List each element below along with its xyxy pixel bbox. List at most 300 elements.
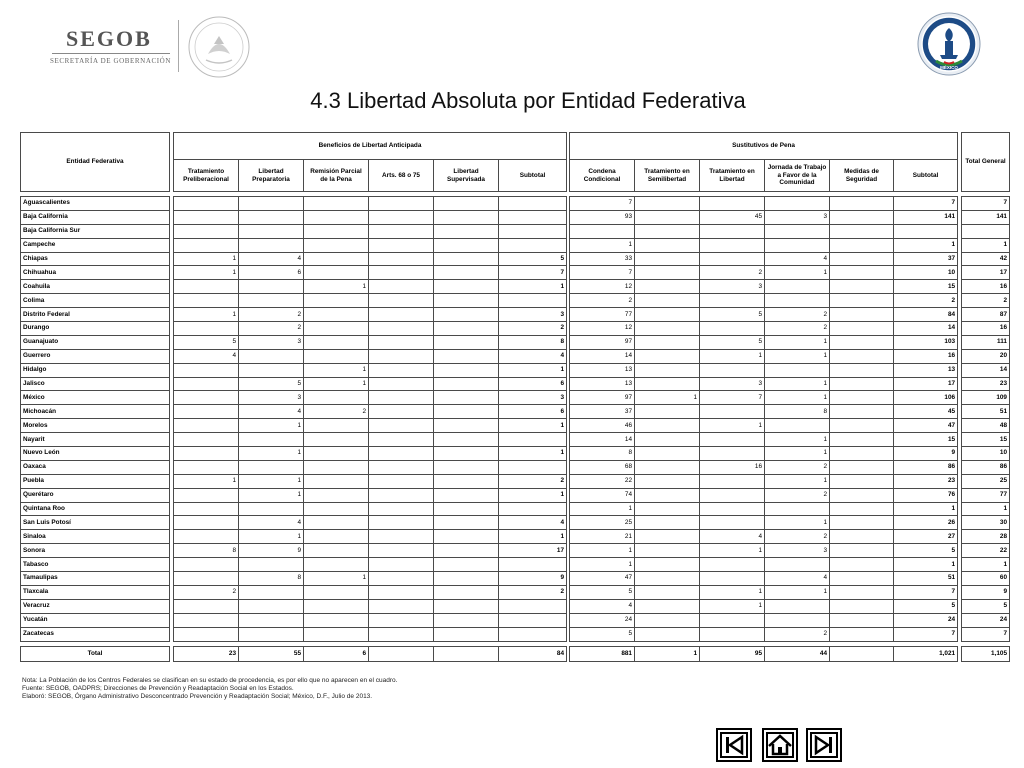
subst-cell — [765, 280, 830, 294]
benef-column-header: Libertad Preparatoria — [239, 160, 304, 192]
subst-cell — [700, 558, 765, 572]
table-row — [21, 474, 170, 488]
subst-cell — [765, 197, 830, 211]
entidad-header: Entidad Federativa — [21, 133, 170, 192]
table-row — [174, 627, 567, 641]
benef-cell — [434, 558, 499, 572]
entidad-name: Veracruz — [21, 599, 170, 613]
benef-cell — [434, 646, 499, 661]
total-general-cell: 7 — [962, 197, 1010, 211]
table-row — [570, 502, 958, 516]
benef-cell — [369, 572, 434, 586]
total-general-cell: 1,105 — [962, 646, 1010, 661]
benef-cell — [304, 335, 369, 349]
table-row — [570, 646, 958, 661]
table-row — [174, 224, 567, 238]
subst-subtotal-cell: 141 — [894, 210, 958, 224]
table-row — [570, 224, 958, 238]
subst-cell: 1 — [765, 447, 830, 461]
subst-cell: 1 — [635, 391, 700, 405]
benef-cell: 4 — [239, 405, 304, 419]
benef-cell — [434, 224, 499, 238]
benef-cell — [369, 544, 434, 558]
subst-cell — [635, 224, 700, 238]
benef-cell — [369, 405, 434, 419]
table-row — [21, 627, 170, 641]
subst-cell: 47 — [570, 572, 635, 586]
total-general-cell: 51 — [962, 405, 1010, 419]
benef-subtotal-cell: 6 — [499, 377, 567, 391]
subst-cell — [635, 197, 700, 211]
total-general-cell: 1 — [962, 238, 1010, 252]
subst-cell — [635, 433, 700, 447]
subst-cell — [635, 377, 700, 391]
benef-cell — [369, 599, 434, 613]
subst-subtotal-cell: 1 — [894, 502, 958, 516]
subst-cell: 13 — [570, 363, 635, 377]
table-row — [570, 252, 958, 266]
subst-subtotal-cell: 14 — [894, 322, 958, 336]
total-general-cell: 16 — [962, 280, 1010, 294]
subst-cell — [830, 363, 894, 377]
next-slide-button[interactable] — [806, 728, 842, 762]
entidad-name: Quintana Roo — [21, 502, 170, 516]
institution-badge-icon — [916, 11, 982, 77]
benef-cell — [304, 488, 369, 502]
table-row — [21, 585, 170, 599]
table-row — [570, 210, 958, 224]
subst-cell: 8 — [765, 405, 830, 419]
total-general-cell: 15 — [962, 433, 1010, 447]
subst-cell: 7 — [570, 266, 635, 280]
subst-cell: 1 — [765, 585, 830, 599]
subst-subtotal-cell: 7 — [894, 585, 958, 599]
table-row — [570, 322, 958, 336]
total-general-cell — [962, 224, 1010, 238]
benef-cell — [239, 627, 304, 641]
home-icon — [764, 730, 796, 760]
subst-cell — [635, 308, 700, 322]
table-row — [962, 266, 1010, 280]
subst-cell: 1 — [765, 474, 830, 488]
subst-cell — [700, 502, 765, 516]
subst-cell: 95 — [700, 646, 765, 661]
subst-cell — [635, 363, 700, 377]
benef-cell: 4 — [239, 252, 304, 266]
subst-cell: 1 — [700, 349, 765, 363]
benef-subtotal-cell — [499, 599, 567, 613]
benef-cell — [304, 544, 369, 558]
subst-cell — [635, 544, 700, 558]
benef-cell — [304, 613, 369, 627]
table-row — [174, 572, 567, 586]
subst-cell — [830, 530, 894, 544]
subst-subtotal-cell: 76 — [894, 488, 958, 502]
benef-subtotal-cell: 1 — [499, 447, 567, 461]
entidad-name: Baja California — [21, 210, 170, 224]
benef-cell: 1 — [174, 252, 239, 266]
table-row — [570, 294, 958, 308]
benef-cell — [304, 419, 369, 433]
table-row — [174, 516, 567, 530]
table-row — [174, 585, 567, 599]
table-row — [174, 447, 567, 461]
benef-cell — [304, 460, 369, 474]
benef-subtotal-cell: 2 — [499, 585, 567, 599]
benef-subtotal-cell: 1 — [499, 488, 567, 502]
benef-cell — [434, 488, 499, 502]
table-row — [570, 377, 958, 391]
benef-table — [173, 132, 567, 662]
subst-cell: 2 — [765, 530, 830, 544]
entidad-name: Sinaloa — [21, 530, 170, 544]
subst-cell — [570, 224, 635, 238]
benef-cell — [434, 530, 499, 544]
benef-cell — [369, 349, 434, 363]
subst-cell: 3 — [765, 210, 830, 224]
benef-cell: 1 — [239, 447, 304, 461]
benef-cell: 1 — [174, 266, 239, 280]
subst-cell — [830, 252, 894, 266]
table-row — [962, 433, 1010, 447]
benef-cell — [174, 224, 239, 238]
subst-cell: 24 — [570, 613, 635, 627]
entidad-name: San Luis Potosí — [21, 516, 170, 530]
benef-subtotal-cell — [499, 224, 567, 238]
benef-subtotal-cell — [499, 433, 567, 447]
benef-cell — [434, 322, 499, 336]
subst-column-header: Jornada de Trabajo a Favor de la Comunidad — [765, 160, 830, 192]
subst-table — [569, 132, 958, 662]
subst-cell — [830, 210, 894, 224]
table-row — [21, 447, 170, 461]
subst-cell — [635, 474, 700, 488]
subst-cell — [635, 627, 700, 641]
subst-cell — [830, 544, 894, 558]
table-row — [962, 558, 1010, 572]
subst-column-header: Tratamiento en Semilibertad — [635, 160, 700, 192]
subst-cell: 8 — [570, 447, 635, 461]
subst-cell — [830, 646, 894, 661]
benef-cell — [174, 280, 239, 294]
previous-slide-button[interactable] — [716, 728, 752, 762]
benef-cell — [239, 460, 304, 474]
benef-column-header: Remisión Parcial de la Pena — [304, 160, 369, 192]
benef-cell: 1 — [174, 308, 239, 322]
logo-divider — [178, 20, 179, 72]
table-row — [21, 238, 170, 252]
home-button[interactable] — [762, 728, 798, 762]
subst-cell — [700, 252, 765, 266]
table-row — [962, 516, 1010, 530]
benef-cell — [239, 197, 304, 211]
skip-forward-icon — [808, 730, 840, 760]
subst-cell: 1 — [765, 377, 830, 391]
subst-subtotal-cell: 17 — [894, 377, 958, 391]
benef-cell — [369, 627, 434, 641]
benef-cell — [369, 391, 434, 405]
benef-cell — [304, 585, 369, 599]
subst-cell — [700, 488, 765, 502]
benef-cell — [304, 252, 369, 266]
table-row — [174, 197, 567, 211]
total-general-cell: 10 — [962, 447, 1010, 461]
subst-cell: 5 — [570, 585, 635, 599]
entidad-column — [20, 132, 170, 662]
benef-subtotal-cell — [499, 627, 567, 641]
total-general-cell: 111 — [962, 335, 1010, 349]
table-row — [962, 349, 1010, 363]
benef-cell — [369, 238, 434, 252]
table-row — [962, 391, 1010, 405]
subst-cell: 25 — [570, 516, 635, 530]
subst-cell: 1 — [765, 335, 830, 349]
subst-subtotal-cell: 9 — [894, 447, 958, 461]
benef-cell — [174, 294, 239, 308]
entidad-name: Colima — [21, 294, 170, 308]
table-row — [570, 266, 958, 280]
segob-logo — [46, 20, 256, 80]
table-row — [570, 335, 958, 349]
benef-cell: 55 — [239, 646, 304, 661]
subst-cell — [700, 627, 765, 641]
benef-cell — [434, 266, 499, 280]
footnote-fuente: Fuente: SEGOB, OADPRS; Direcciones de Prevención y Readaptación Social en los Estados. — [22, 685, 294, 693]
subst-cell: 14 — [570, 349, 635, 363]
subst-cell — [635, 280, 700, 294]
benef-cell — [369, 613, 434, 627]
benef-subtotal-cell: 4 — [499, 516, 567, 530]
table-row — [174, 335, 567, 349]
table-row — [570, 599, 958, 613]
benef-cell — [369, 210, 434, 224]
benef-cell — [434, 460, 499, 474]
subst-cell — [765, 419, 830, 433]
subst-cell — [765, 363, 830, 377]
subst-cell: 12 — [570, 280, 635, 294]
benef-cell: 2 — [239, 322, 304, 336]
table-row — [174, 405, 567, 419]
subst-cell — [830, 447, 894, 461]
benef-cell — [174, 210, 239, 224]
benef-cell — [304, 530, 369, 544]
subst-cell: 1 — [765, 433, 830, 447]
benef-cell — [434, 474, 499, 488]
benef-cell — [434, 613, 499, 627]
subst-cell — [635, 266, 700, 280]
subst-cell: 2 — [765, 322, 830, 336]
benef-cell — [239, 349, 304, 363]
subst-cell — [700, 294, 765, 308]
benef-cell — [304, 433, 369, 447]
subst-cell: 33 — [570, 252, 635, 266]
subst-cell: 2 — [765, 627, 830, 641]
benef-cell — [434, 363, 499, 377]
benef-subtotal-cell: 3 — [499, 308, 567, 322]
benef-subtotal-cell: 4 — [499, 349, 567, 363]
benef-subtotal-cell: 84 — [499, 646, 567, 661]
subst-cell: 2 — [765, 308, 830, 322]
subst-cell: 1 — [700, 585, 765, 599]
benef-cell — [369, 488, 434, 502]
subst-cell — [830, 433, 894, 447]
benef-cell — [174, 363, 239, 377]
table-row — [570, 419, 958, 433]
table-row — [21, 224, 170, 238]
benef-cell — [434, 502, 499, 516]
benef-cell: 2 — [174, 585, 239, 599]
benef-cell: 6 — [304, 646, 369, 661]
entidad-name: Hidalgo — [21, 363, 170, 377]
table-row — [174, 238, 567, 252]
table-row — [21, 210, 170, 224]
entidad-name: Guanajuato — [21, 335, 170, 349]
table-row — [21, 335, 170, 349]
subst-cell — [635, 349, 700, 363]
total-general-cell: 7 — [962, 627, 1010, 641]
subst-cell: 3 — [700, 280, 765, 294]
subst-subtotal-cell — [894, 224, 958, 238]
benef-cell — [174, 558, 239, 572]
benef-cell — [434, 544, 499, 558]
benef-cell — [239, 280, 304, 294]
benef-cell — [434, 599, 499, 613]
subst-cell: 3 — [700, 377, 765, 391]
table-row — [570, 308, 958, 322]
benef-cell — [434, 238, 499, 252]
subst-subtotal-cell: 84 — [894, 308, 958, 322]
benef-subtotal-cell: 17 — [499, 544, 567, 558]
logo-name: SEGOB — [66, 26, 152, 51]
total-general-cell: 22 — [962, 544, 1010, 558]
benef-cell — [369, 252, 434, 266]
benef-cell: 2 — [304, 405, 369, 419]
benef-cell — [174, 516, 239, 530]
benef-cell: 1 — [239, 474, 304, 488]
benef-cell — [369, 516, 434, 530]
benef-cell — [174, 502, 239, 516]
entidad-name: Distrito Federal — [21, 308, 170, 322]
entidad-name: Morelos — [21, 419, 170, 433]
table-row — [21, 613, 170, 627]
benef-cell — [369, 419, 434, 433]
total-general-cell: 77 — [962, 488, 1010, 502]
benef-cell — [174, 419, 239, 433]
subst-cell — [635, 572, 700, 586]
subst-subtotal-cell: 1,021 — [894, 646, 958, 661]
benef-cell — [304, 474, 369, 488]
benef-cell: 1 — [304, 377, 369, 391]
subst-cell: 21 — [570, 530, 635, 544]
benef-cell — [304, 558, 369, 572]
table-row — [174, 377, 567, 391]
benef-cell — [434, 405, 499, 419]
entidad-name: Nayarit — [21, 433, 170, 447]
total-general-cell: 20 — [962, 349, 1010, 363]
benef-cell — [174, 460, 239, 474]
table-row — [174, 294, 567, 308]
benef-cell — [239, 363, 304, 377]
benef-cell — [434, 419, 499, 433]
subst-subtotal-cell: 2 — [894, 294, 958, 308]
benef-cell — [369, 558, 434, 572]
benef-column-header: Libertad Supervisada — [434, 160, 499, 192]
table-row — [570, 391, 958, 405]
benef-cell: 1 — [239, 488, 304, 502]
entidad-name: Oaxaca — [21, 460, 170, 474]
subst-cell — [830, 405, 894, 419]
total-general-cell: 28 — [962, 530, 1010, 544]
table-row — [21, 599, 170, 613]
total-general-header: Total General — [962, 133, 1010, 192]
table-row — [962, 377, 1010, 391]
benef-subtotal-cell — [499, 613, 567, 627]
benef-cell — [174, 405, 239, 419]
benef-cell — [369, 363, 434, 377]
benef-cell — [434, 572, 499, 586]
table-row — [570, 433, 958, 447]
subst-cell — [635, 210, 700, 224]
subst-cell — [830, 335, 894, 349]
benef-cell — [434, 377, 499, 391]
benef-cell: 23 — [174, 646, 239, 661]
table-row — [21, 646, 170, 661]
subst-cell — [700, 224, 765, 238]
subst-subtotal-cell: 16 — [894, 349, 958, 363]
benef-cell — [434, 349, 499, 363]
table-row — [962, 210, 1010, 224]
table-row — [174, 322, 567, 336]
benef-cell — [304, 391, 369, 405]
entidad-name: Jalisco — [21, 377, 170, 391]
subst-cell: 1 — [700, 599, 765, 613]
subst-cell — [830, 391, 894, 405]
table-row — [962, 585, 1010, 599]
subst-cell: 2 — [700, 266, 765, 280]
table-row — [174, 419, 567, 433]
table-row — [21, 460, 170, 474]
subst-cell: 881 — [570, 646, 635, 661]
entidad-name: Sonora — [21, 544, 170, 558]
benef-subtotal-cell — [499, 197, 567, 211]
subst-subtotal-cell: 26 — [894, 516, 958, 530]
table-row — [570, 197, 958, 211]
subst-cell — [830, 502, 894, 516]
benef-subtotal-cell — [499, 502, 567, 516]
entidad-name: Zacatecas — [21, 627, 170, 641]
subst-cell — [635, 419, 700, 433]
total-general-cell: 9 — [962, 585, 1010, 599]
subst-subtotal-cell: 45 — [894, 405, 958, 419]
table-row — [174, 613, 567, 627]
benef-cell — [434, 585, 499, 599]
subst-cell — [830, 572, 894, 586]
subst-cell — [635, 447, 700, 461]
benef-cell — [174, 572, 239, 586]
table-row — [174, 252, 567, 266]
benef-cell — [369, 294, 434, 308]
benef-subtotal-cell: 6 — [499, 405, 567, 419]
table-row — [174, 599, 567, 613]
total-general-cell: 16 — [962, 322, 1010, 336]
table-row — [21, 405, 170, 419]
subst-cell: 14 — [570, 433, 635, 447]
subst-cell: 4 — [765, 252, 830, 266]
benef-cell — [369, 280, 434, 294]
table-row — [21, 266, 170, 280]
benef-cell — [369, 447, 434, 461]
subst-cell — [700, 433, 765, 447]
